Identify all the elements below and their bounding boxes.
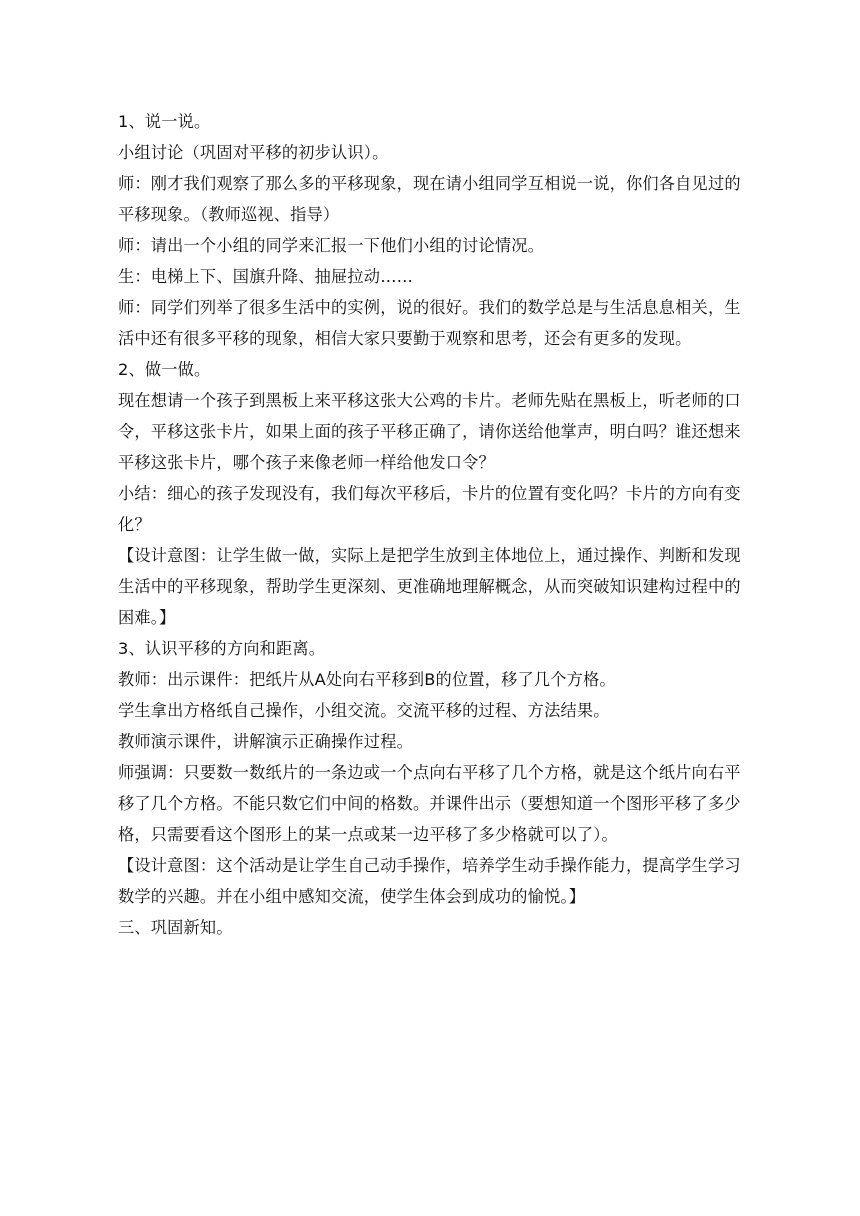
section-heading-consolidate: 三、巩固新知。	[118, 918, 233, 937]
paragraph-card-activity: 现在想请一个孩子到黑板上来平移这张大公鸡的卡片。老师先贴在黑板上，听老师的口令，平移这张卡片，如果上面的孩子平移正确了，请你送给他掌声，明白吗？谁还想来平移这张卡片，哪个孩子来像老师一样给他发口令？	[118, 391, 741, 472]
paragraph-student-answer: 生：电梯上下、国旗升降、抽屉拉动……	[118, 267, 413, 286]
paragraph-teacher-summary: 师：同学们列举了很多生活中的实例，说的很好。我们的数学总是与生活息息相关，生活中还有很多平移的现象，相信大家只要勤于观察和思考，还会有更多的发现。	[118, 298, 741, 348]
section-heading-direction-distance: 3、认识平移的方向和距离。	[118, 639, 326, 658]
section-heading-do: 2、做一做。	[118, 360, 211, 379]
paragraph-teacher-demo: 教师演示课件，讲解演示正确操作过程。	[118, 732, 413, 751]
document-body	[118, 106, 744, 943]
section-heading-say: 1、说一说。	[118, 112, 211, 131]
paragraph-teacher-emphasis: 师强调：只要数一数纸片的一条边或一个点向右平移了几个方格，就是这个纸片向右平移了几个方格。不能只数它们中间的格数。并课件出示（要想知道一个图形平移了多少格，只需要看这个图形上的某一点或某一边平移了多少格就可以了）。	[118, 763, 741, 844]
paragraph-design-intent-1: 【设计意图：让学生做一做，实际上是把学生放到主体地位上，通过操作、判断和发现生活中的平移现象，帮助学生更深刻、更准确地理解概念，从而突破知识建构过程中的困难。】	[118, 546, 741, 627]
paragraph-student-operation: 学生拿出方格纸自己操作，小组交流。交流平移的过程、方法结果。	[118, 701, 610, 720]
paragraph-teacher-request: 师：请出一个小组的同学来汇报一下他们小组的讨论情况。	[118, 236, 545, 255]
paragraph-group-discussion: 小组讨论（巩固对平移的初步认识）。	[118, 143, 389, 162]
paragraph-design-intent-2: 【设计意图：这个活动是让学生自己动手操作，培养学生动手操作能力，提高学生学习数学的兴趣。并在小组中感知交流，使学生体会到成功的愉悦。】	[118, 856, 741, 906]
paragraph-teacher-prompt: 师：刚才我们观察了那么多的平移现象，现在请小组同学互相说一说，你们各自见过的平移现象。（教师巡视、指导）	[118, 174, 741, 224]
paragraph-courseware-task: 教师：出示课件：把纸片从A处向右平移到B的位置，移了几个方格。	[118, 670, 616, 689]
paragraph-summary-question: 小结：细心的孩子发现没有，我们每次平移后，卡片的位置有变化吗？卡片的方向有变化？	[118, 484, 741, 534]
